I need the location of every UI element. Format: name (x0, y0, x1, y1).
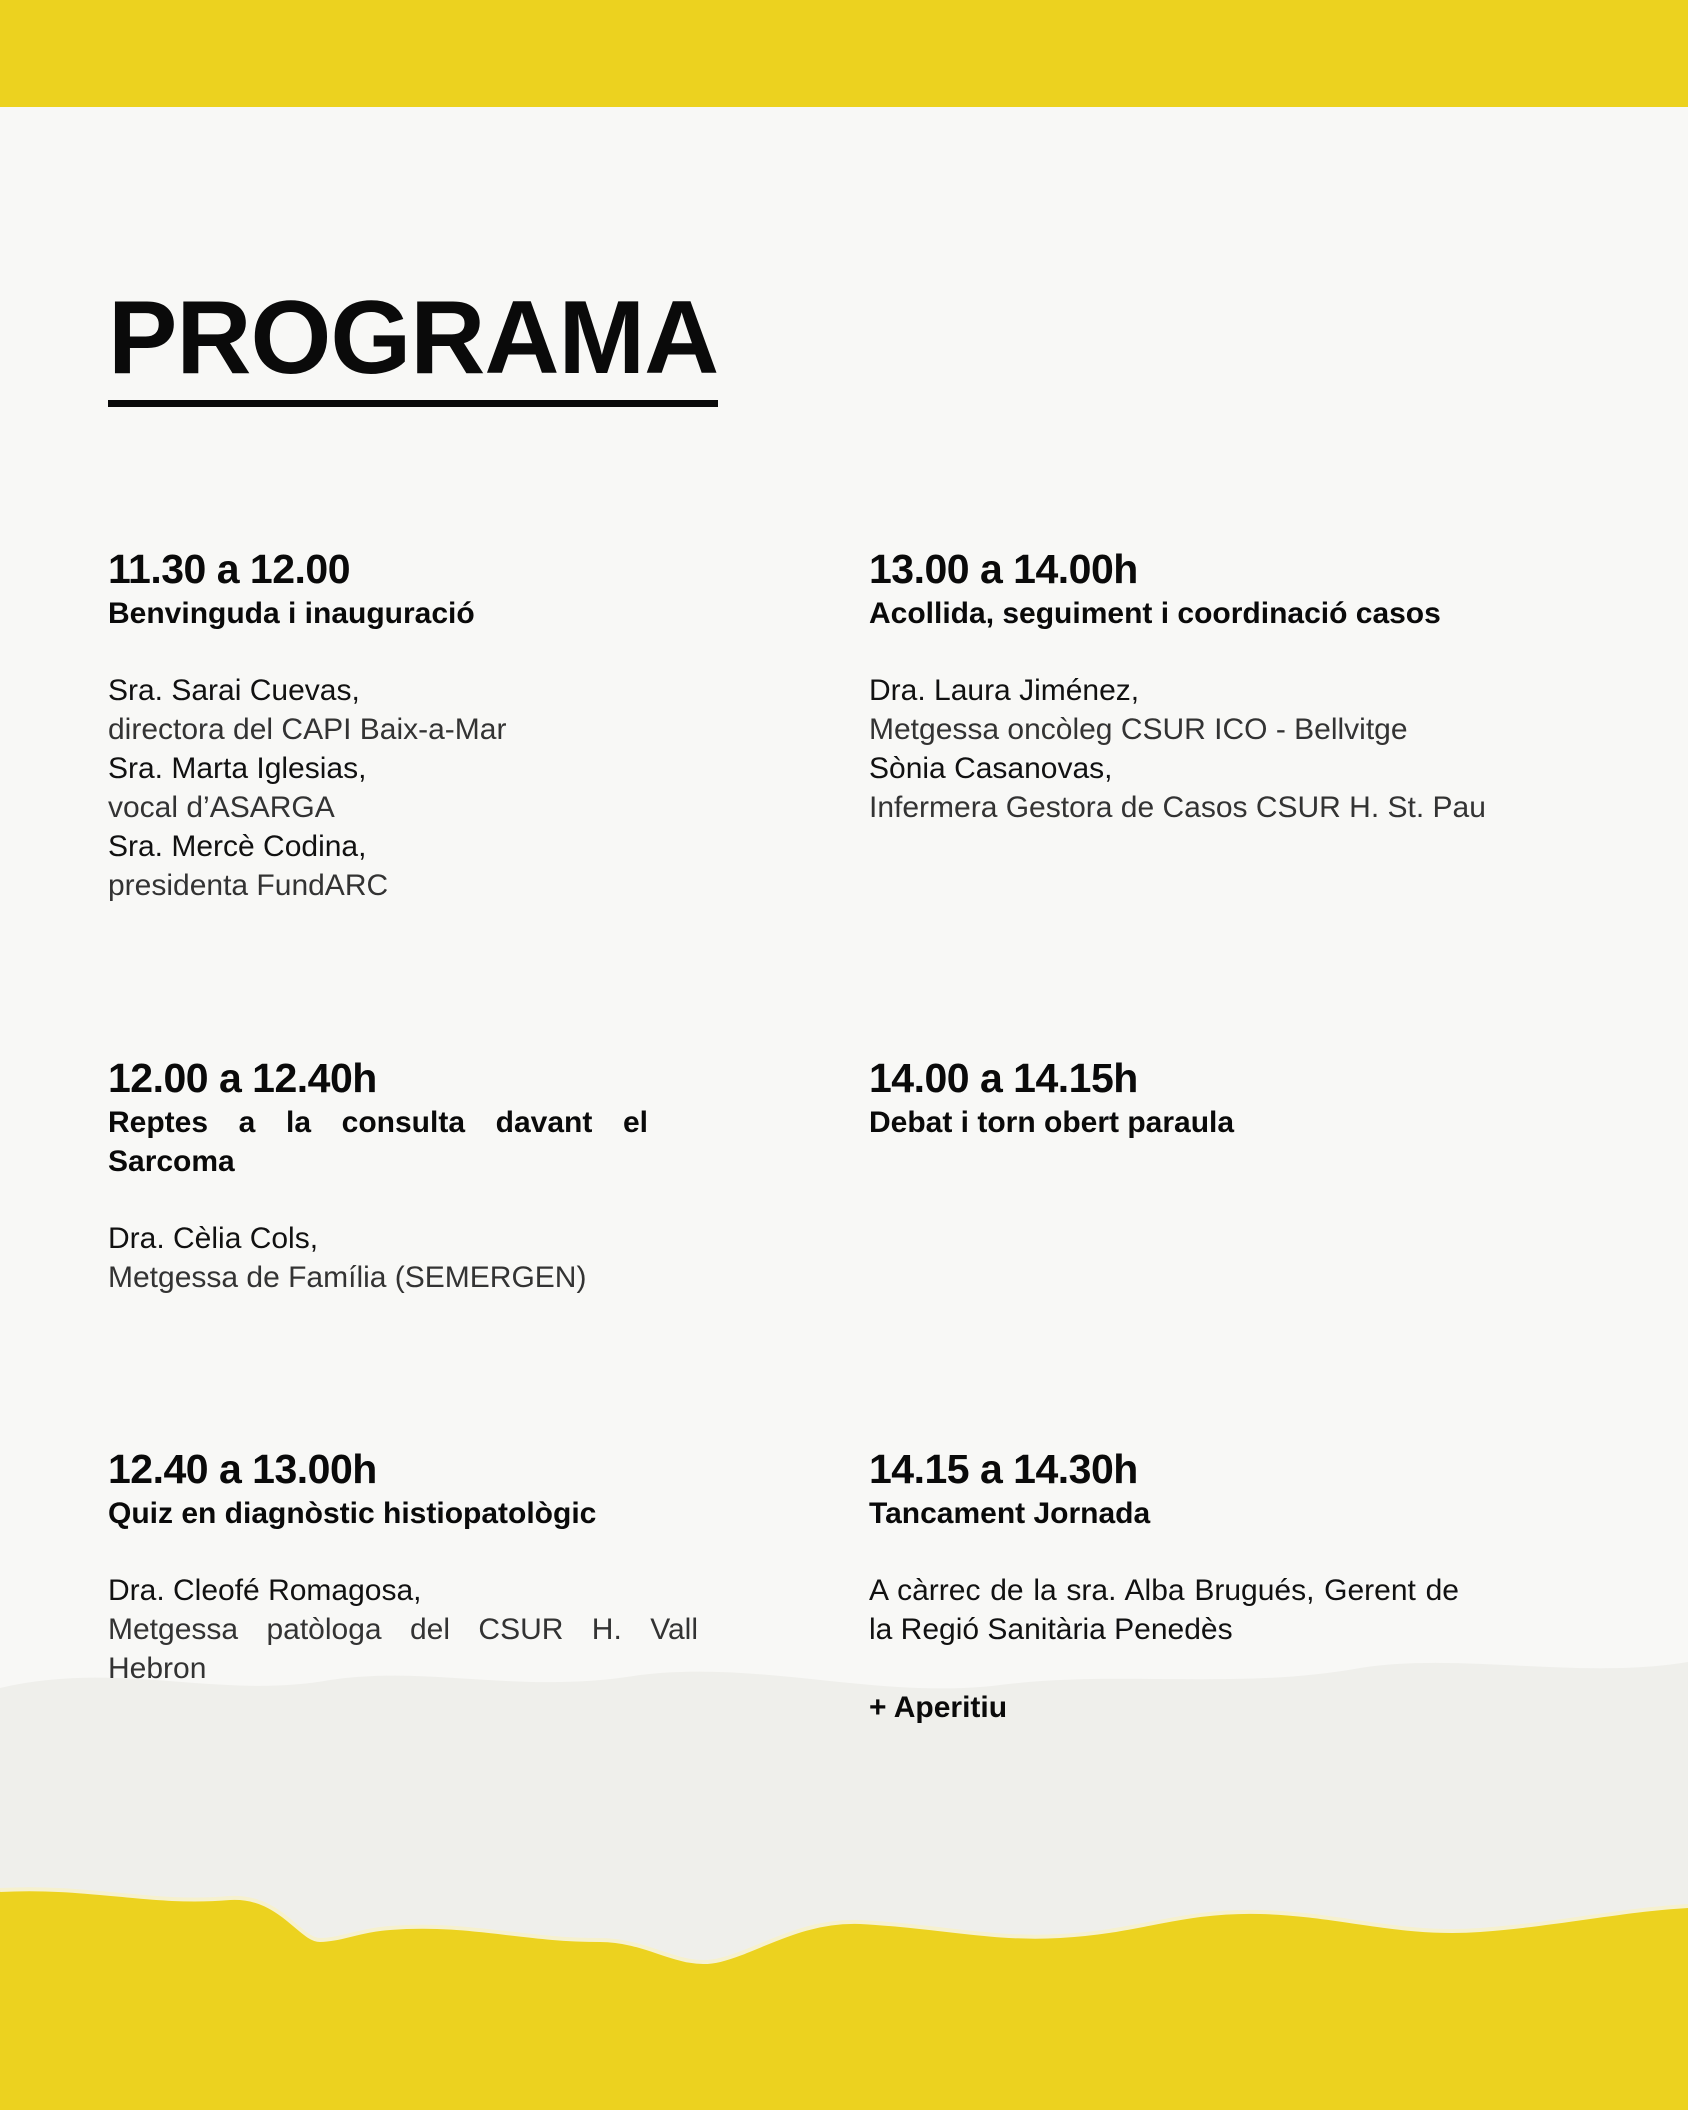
session-title: Debat i torn obert paraula (869, 1106, 1235, 1139)
speaker-name: Dra. Laura Jiménez, (869, 674, 1140, 707)
page-title: PROGRAMA (108, 286, 718, 407)
speaker-list (108, 1219, 648, 1297)
session-title: Quiz en diagnòstic histiopatològic (108, 1497, 597, 1530)
session-2 (869, 546, 1549, 827)
session-3 (108, 1055, 648, 1297)
speaker-name: Sra. Sarai Cuevas, (108, 674, 360, 707)
aperitif-note: + Aperitiu (869, 1691, 1008, 1724)
session-time: 14.15 a 14.30h (869, 1446, 1138, 1492)
speaker-name: Sra. Mercè Codina, (108, 830, 367, 863)
top-yellow-band (0, 0, 1688, 107)
session-6 (869, 1446, 1459, 1727)
speaker-role: Metgessa patòloga del CSUR H. Vall Hebron (108, 1613, 698, 1685)
speaker-role: Metgessa de Família (SEMERGEN) (108, 1261, 587, 1294)
session-time: 13.00 a 14.00h (869, 546, 1138, 592)
session-title: Benvinguda i inauguració (108, 597, 475, 630)
speaker-name: Dra. Cleofé Romagosa, (108, 1574, 422, 1607)
session-4 (869, 1055, 1549, 1142)
session-title: Acollida, seguiment i coordinació casos (869, 597, 1441, 630)
speaker-role: Metgessa oncòleg CSUR ICO - Bellvitge (869, 713, 1408, 746)
session-1 (108, 546, 648, 905)
session-5 (108, 1446, 698, 1688)
speaker-list (869, 671, 1549, 827)
closing-description (869, 1571, 1459, 1649)
closing-speaker-text: A càrrec de la sra. Alba Brugués, Gerent de la Regió Sanitària Penedès (869, 1574, 1459, 1646)
speaker-name: Dra. Cèlia Cols, (108, 1222, 319, 1255)
speaker-list (108, 671, 648, 905)
speaker-name: Sònia Casanovas, (869, 752, 1113, 785)
session-title: Tancament Jornada (869, 1497, 1151, 1530)
speaker-role: Infermera Gestora de Casos CSUR H. St. Pau (869, 791, 1486, 824)
speaker-role: directora del CAPI Baix-a-Mar (108, 713, 507, 746)
session-time: 14.00 a 14.15h (869, 1055, 1138, 1101)
speaker-role: presidenta FundARC (108, 869, 389, 902)
session-time: 12.00 a 12.40h (108, 1055, 377, 1101)
session-time: 12.40 a 13.00h (108, 1446, 377, 1492)
speaker-list (108, 1571, 698, 1688)
session-title: Reptes a la consulta davant el Sarcoma (108, 1106, 648, 1178)
speaker-role: vocal d’ASARGA (108, 791, 335, 824)
session-time: 11.30 a 12.00 (108, 546, 351, 592)
speaker-name: Sra. Marta Iglesias, (108, 752, 367, 785)
